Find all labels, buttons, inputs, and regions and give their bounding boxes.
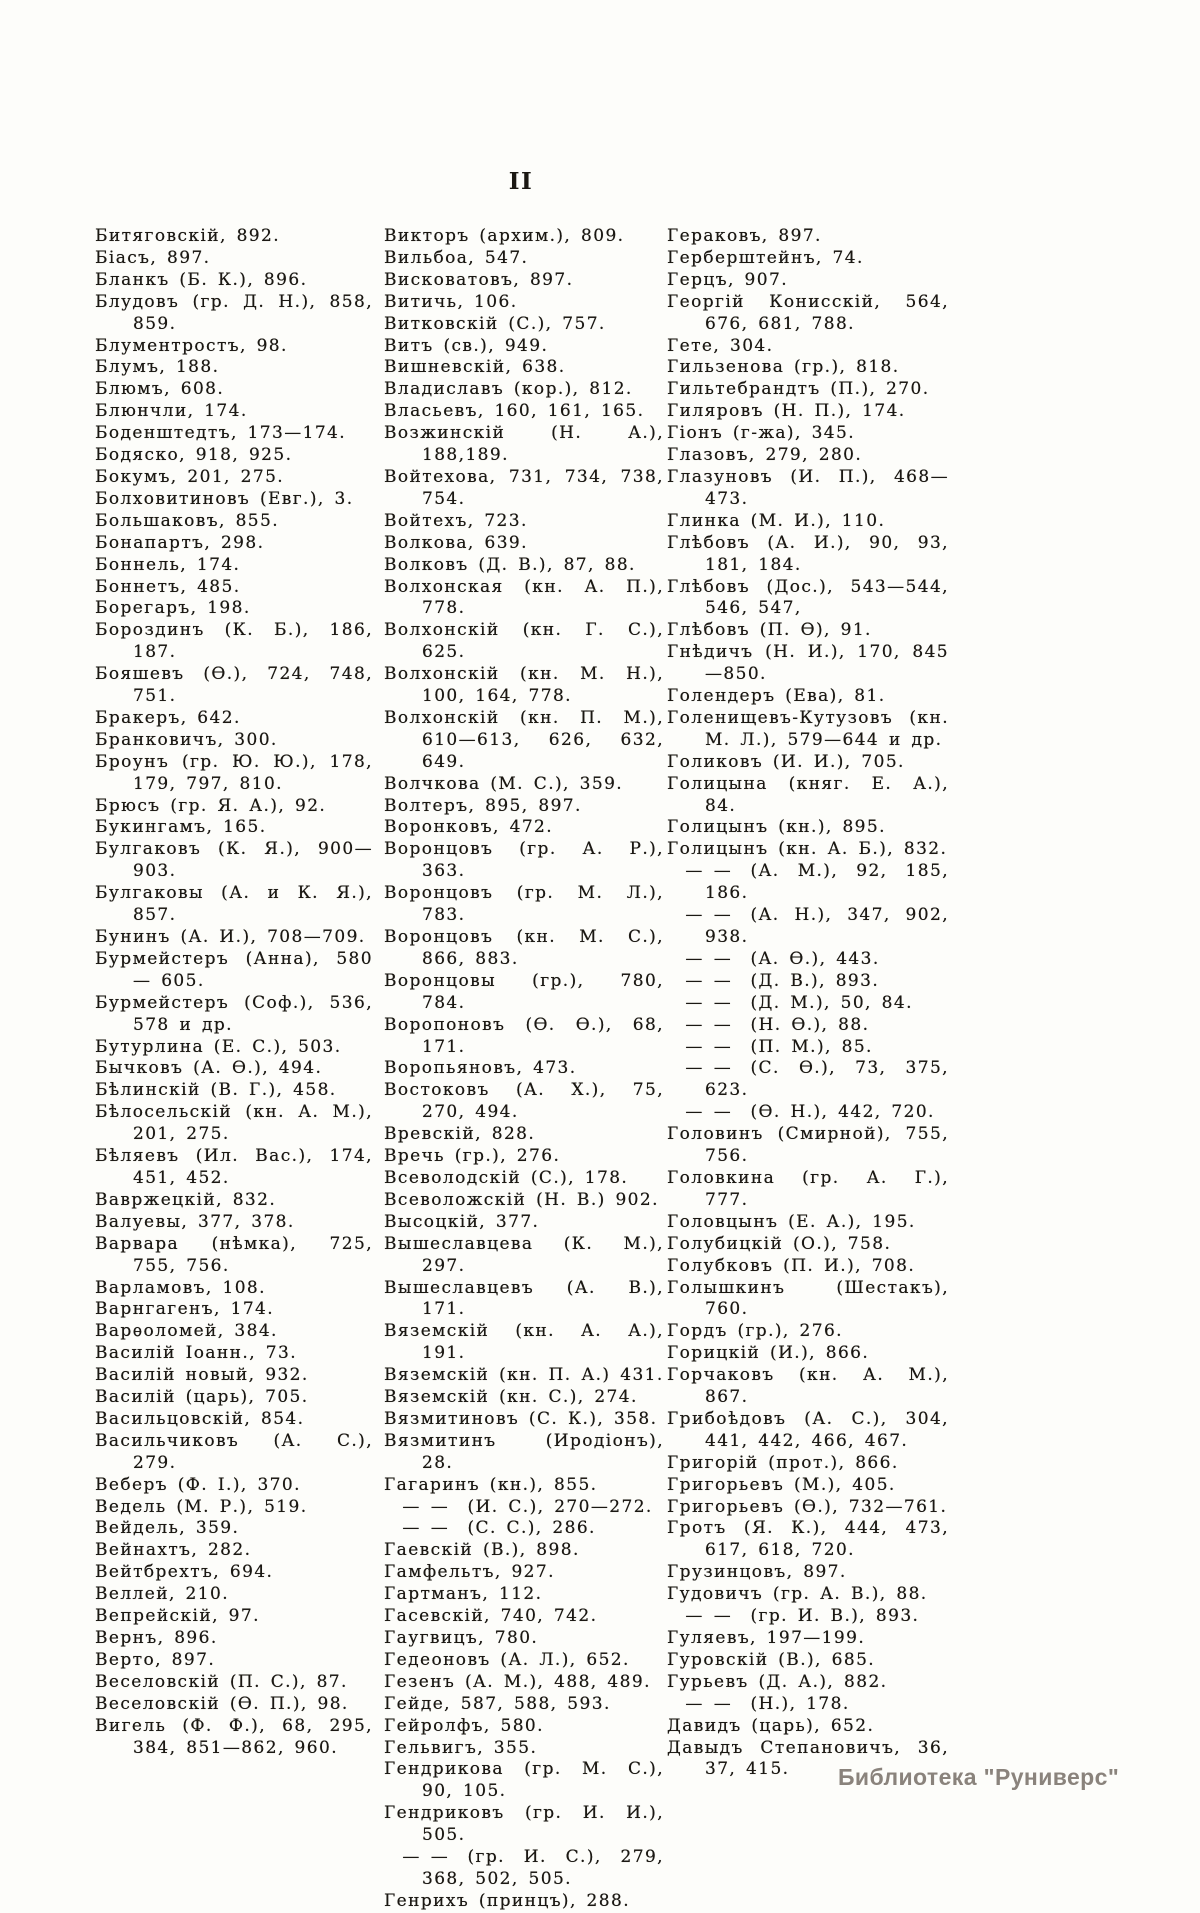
index-entry: Варвара (нѣмка), 725, 755, 756. [95,1233,373,1276]
index-entry: Василій (царь), 705. [95,1387,309,1408]
index-entry: — — (гр. И. С.), 279, 368, 502, 505. [384,1847,664,1889]
index-entry: Грузинцовъ, 897. [667,1562,847,1583]
index-entry: Гейролфъ, 580. [384,1715,544,1736]
index-entry: Гете, 304. [667,335,774,356]
index-entry: Блюнчли, 174. [95,401,248,422]
index-entry: Гейде, 587, 588, 593. [384,1693,611,1714]
index-entry: Вепрейскій, 97. [95,1606,260,1627]
runivers-library-watermark: Библиотека "Руниверс" [838,1764,1120,1790]
index-entry: — — (С. С.), 286. [384,1518,596,1539]
index-entry: — — (Н.), 178. [667,1693,850,1714]
index-entry: Воропьяновъ, 473. [384,1058,577,1079]
index-entry: Варѳоломей, 384. [95,1321,278,1342]
index-entry: Бояшевъ (Ѳ.), 724, 748, 751. [95,664,373,707]
index-entry: Гіонъ (г-жа), 345. [667,423,856,444]
index-entry: — — (Д. М.), 50, 84. [667,992,913,1013]
index-entry: Бонапартъ, 298. [95,532,265,553]
index-entry: — — (А. Н.), 347, 902, 938. [667,905,949,947]
index-entry: Воронцовъ (гр. А. Р.), 363. [384,839,664,882]
index-entry: Веллей, 210. [95,1584,230,1605]
index-entry: — — (А. Ѳ.), 443. [667,948,880,969]
index-entry: Голенищевъ-Кутузовъ (кн. М. Л.), 579—644 и др. [667,707,949,750]
index-entry: Вышеславцева (К. М.), 297. [384,1233,664,1276]
index-entry: Василій Іоанн., 73. [95,1343,298,1364]
index-entry: Григорьевъ (Ѳ.), 732—761. [667,1496,948,1517]
index-entry: Гаугвицъ, 780. [384,1628,539,1648]
index-entry: Бѣляевъ (Ил. Вас.), 174, 451, 452. [95,1146,373,1188]
index-entry: Бланкъ (Б. К.), 896. [95,269,308,290]
index-entry: Владиславъ (кор.), 812. [384,379,633,400]
index-entry: Боннель, 174. [95,554,241,575]
index-entry: Григорій (прот.), 866. [667,1452,899,1473]
index-entry: Гнѣдичъ (Н. И.), 170, 845—850. [667,642,949,685]
index-entry: Гендриковъ (гр. И. И.), 505. [384,1803,664,1846]
index-entry: Гаевскій (В.), 898. [384,1540,580,1561]
index-entry: Волхонская (кн. А. П.), 778. [384,576,664,619]
index-entry: Броунъ (гр. Ю. Ю.), 178, 179, 797, 810. [95,751,373,794]
index-entry: Веселовскій (Ѳ. П.), 98. [95,1693,349,1714]
index-entry: Бодяско, 918, 925. [95,445,293,466]
index-entry: Головинъ (Смирной), 755, 756. [667,1124,949,1167]
index-entry: Гильтебрандтъ (П.), 270. [667,379,930,400]
index-entry: Глѣбовъ (Дос.), 543—544, 546, 547, [667,576,949,619]
index-entry: Вревскій, 828. [384,1124,536,1145]
index-entry: Всеволодскій (С.), 178. [384,1167,629,1188]
index-entry: Гасевскій, 740, 742. [384,1606,598,1627]
index-entry: — — (гр. И. В.), 893. [667,1606,920,1627]
index-entry: Бѣлосельскій (кн. А. М.), 201, 275. [95,1102,373,1145]
index-entry: Гуровскій (В.), 685. [667,1649,876,1670]
index-entry: Георгій Конисскій, 564, 676, 681, 788. [667,291,949,334]
index-entry: Варламовъ, 108. [95,1277,266,1298]
index-entry: Григорьевъ (М.), 405. [667,1474,896,1495]
index-entry: — — (Ѳ. Н.), 442, 720. [667,1102,935,1123]
index-entry: Витъ (св.), 949. [384,335,549,356]
index-entry: Голицына (княг. Е. А.), 84. [667,773,949,816]
index-entry: Бурмейстеръ (Анна), 580 — 605. [95,948,373,991]
index-entry: Ведель (М. Р.), 519. [95,1496,308,1517]
index-entry: Гуляевъ, 197—199. [667,1628,866,1648]
index-entry: Вяземскій (кн. П. А.) 431. [384,1365,664,1386]
index-entry: Голиковъ (И. И.), 705. [667,751,905,772]
index-entry: Воронцовы (гр.), 780, 784. [384,970,664,1013]
index-entry: Горчаковъ (кн. А. М.), 867. [667,1365,949,1408]
index-entry: Всеволожскій (Н. В.) 902. [384,1189,659,1210]
index-entry: Бѣлинскій (В. Г.), 458. [95,1080,337,1101]
index-entry: Глазуновъ (И. П.), 468—473. [667,466,949,509]
index-entry: Высоцкій, 377. [384,1211,540,1232]
index-entry: Волхонскій (кн. Г. С.), 625. [384,620,664,663]
index-entry: Вяземскій (кн. С.), 274. [384,1387,638,1408]
index-entry: Вязмитиновъ (С. К.), 358. [384,1408,658,1429]
index-entry: Верто, 897. [95,1649,216,1670]
index-entry: Бракеръ, 642. [95,707,241,728]
index-entry: Варнгагенъ, 174. [95,1299,275,1320]
index-entry: Волхонскій (кн. П. М.), 610—613, 626, 632, 649. [384,707,664,772]
index-entry: Витичь, 106. [384,291,518,312]
index-entry: Булгаковы (А. и К. Я.), 857. [95,883,373,926]
index-entry: Гамфельтъ, 927. [384,1562,555,1583]
index-entry: Воронцовъ (гр. М. Л.), 783. [384,883,664,926]
index-entry: Бороздинъ (К. Б.), 186, 187. [95,620,373,663]
index-entry: Валуевы, 377, 378. [95,1211,295,1232]
index-column-2 [384,226,664,1913]
index-entry: Гагаринъ (кн.), 855. [384,1474,598,1495]
index-entry: Глѣбовъ (П. Ѳ), 91. [667,620,872,641]
index-entry: Возжинскій (Н. А.), 188,189. [384,423,664,466]
index-entry: Бунинъ (А. И.), 708—709. [95,927,366,947]
index-entry: Вейнахтъ, 282. [95,1540,252,1561]
index-entry: Булгаковъ (К. Я.), 900—903. [95,839,373,882]
index-entry: Герберштейнъ, 74. [667,247,864,268]
index-entry: Гартманъ, 112. [384,1584,543,1605]
index-entry: Герцъ, 907. [667,269,789,290]
index-entry: Власьевъ, 160, 161, 165. [384,401,645,422]
index-entry: Букингамъ, 165. [95,817,267,838]
index-entry: Бычковъ (А. Ѳ.), 494. [95,1058,323,1079]
index-entry: Вильбоа, 547. [384,247,529,268]
index-entry: — — (С. Ѳ.), 73, 375, 623. [667,1058,949,1101]
index-entry: Вейдель, 359. [95,1518,240,1539]
index-entry: Веселовскій (П. С.), 87. [95,1671,348,1692]
index-entry: Воронковъ, 472. [384,817,554,838]
index-entry: Голубковъ (П. И.), 708. [667,1255,916,1276]
index-entry: Голицынъ (кн.), 895. [667,817,886,838]
index-entry: Вышеславцевъ (А. В.), 171. [384,1277,664,1320]
index-entry: Висковатовъ, 897. [384,269,574,290]
index-entry: Большаковъ, 855. [95,510,280,531]
index-entry: Вавржецкій, 832. [95,1189,277,1210]
index-entry: Гудовичъ (гр. А. В.), 88. [667,1584,928,1605]
index-entry: Битяговскій, 892. [95,226,281,246]
index-entry: Генрихъ (принцъ), 288. [384,1890,631,1911]
index-entry: Борегаръ, 198. [95,598,251,619]
index-entry: Головцынъ (Е. А.), 195. [667,1211,916,1232]
index-entry: Васильчиковъ (А. С.), 279. [95,1430,373,1473]
index-entry: Вигель (Ф. Ф.), 68, 295, 384, 851—862, 960. [95,1715,373,1758]
index-entry: Вейтбрехтъ, 694. [95,1562,274,1583]
index-entry: Боннетъ, 485. [95,576,241,597]
index-entry: — — (А. М.), 92, 185, 186. [667,861,949,904]
index-entry: Волковъ (Д. В.), 87, 88. [384,554,636,575]
index-entry: Голышкинъ (Шестакъ), 760. [667,1277,949,1320]
index-entry: Брюсъ (гр. Я. А.), 92. [95,795,327,816]
index-entry: Волчкова (М. С.), 359. [384,773,624,794]
index-entry: Бранковичъ, 300. [95,729,278,750]
index-entry: Вязмитинъ (Иродіонъ), 28. [384,1430,664,1473]
index-entry: Вишневскій, 638. [384,357,566,378]
index-entry: Блюмъ, 608. [95,379,225,400]
index-entry: Горицкій (И.), 866. [667,1343,870,1364]
index-entry: — — (Д. В.), 893. [667,970,880,991]
index-entry: Гурьевъ (Д. А.), 882. [667,1671,888,1692]
index-entry: Глазовъ, 279, 280. [667,445,863,466]
index-entry: Голубицкій (О.), 758. [667,1233,892,1254]
index-entry: — — (П. М.), 85. [667,1036,873,1057]
index-entry: Войтехова, 731, 734, 738, 754. [384,466,664,509]
index-entry: Болховитиновъ (Евг.), 3. [95,488,354,509]
index-entry: Бокумъ, 201, 275. [95,466,285,487]
index-entry: Востоковъ (А. Х.), 75, 270, 494. [384,1080,664,1123]
index-entry: Волкова, 639. [384,532,528,553]
index-entry: Гедеоновъ (А. Л.), 652. [384,1649,630,1670]
index-entry: Блументростъ, 98. [95,335,288,356]
index-entry: Біасъ, 897. [95,247,211,268]
index-entry: — — (Н. Ѳ.), 88. [667,1014,870,1035]
index-entry: Блудовъ (гр. Д. Н.), 858, 859. [95,291,373,334]
index-entry: Гордъ (гр.), 276. [667,1321,843,1342]
index-entry: — — (И. С.), 270—272. [384,1496,653,1517]
index-entry: Давыдъ Степановичъ, 36, 37, 415. [667,1737,949,1780]
index-entry: Гильзенова (гр.), 818. [667,357,900,378]
index-entry: Блумъ, 188. [95,357,220,378]
index-entry: Викторъ (архим.), 809. [384,226,625,246]
index-entry: Веберъ (Ф. І.), 370. [95,1474,301,1495]
index-entry: Вернъ, 896. [95,1628,218,1648]
index-entry: Гезенъ (А. М.), 488, 489. [384,1671,651,1692]
index-entry: Войтехъ, 723. [384,510,528,531]
index-entry: Волтеръ, 895, 897. [384,795,582,816]
index-entry: Воронцовъ (кн. М. С.), 866, 883. [384,927,664,969]
index-entry: Васильцовскій, 854. [95,1408,305,1429]
index-column-1 [95,226,373,1759]
index-entry: Гротъ (Я. К.), 444, 473, 617, 618, 720. [667,1518,949,1561]
index-entry: Василій новый, 932. [95,1365,309,1386]
index-entry: Бутурлина (Е. С.), 503. [95,1036,342,1057]
index-entry: Гераковъ, 897. [667,226,822,246]
index-column-3 [667,226,949,1781]
index-entry: Витковскій (С.), 757. [384,313,606,334]
index-entry: Боденштедтъ, 173—174. [95,423,347,444]
index-entry: Глинка (М. И.), 110. [667,510,886,531]
index-entry: Гельвигъ, 355. [384,1737,538,1758]
index-entry: Волхонскій (кн. М. Н.), 100, 164, 778. [384,664,664,707]
index-entry: Вяземскій (кн. А. А.), 191. [384,1321,664,1364]
index-entry: Головкина (гр. А. Г.), 777. [667,1167,949,1210]
section-header: II [508,168,534,195]
index-entry: Глѣбовъ (А. И.), 90, 93, 181, 184. [667,532,949,575]
index-entry: Голицынъ (кн. А. Б.), 832. [667,839,948,860]
index-entry: Вречь (гр.), 276. [384,1146,561,1167]
index-entry: Гендрикова (гр. М. С.), 90, 105. [384,1759,664,1802]
index-entry: Бурмейстеръ (Соф.), 536, 578 и др. [95,992,373,1035]
index-entry: Гиляровъ (Н. П.), 174. [667,401,906,422]
index-entry: Голендеръ (Ева), 81. [667,686,886,707]
index-entry: Давидъ (царь), 652. [667,1715,875,1736]
index-entry: Грибоѣдовъ (А. С.), 304, 441, 442, 466, 467. [667,1408,949,1451]
index-entry: Воропоновъ (Ѳ. Ѳ.), 68, 171. [384,1014,664,1057]
